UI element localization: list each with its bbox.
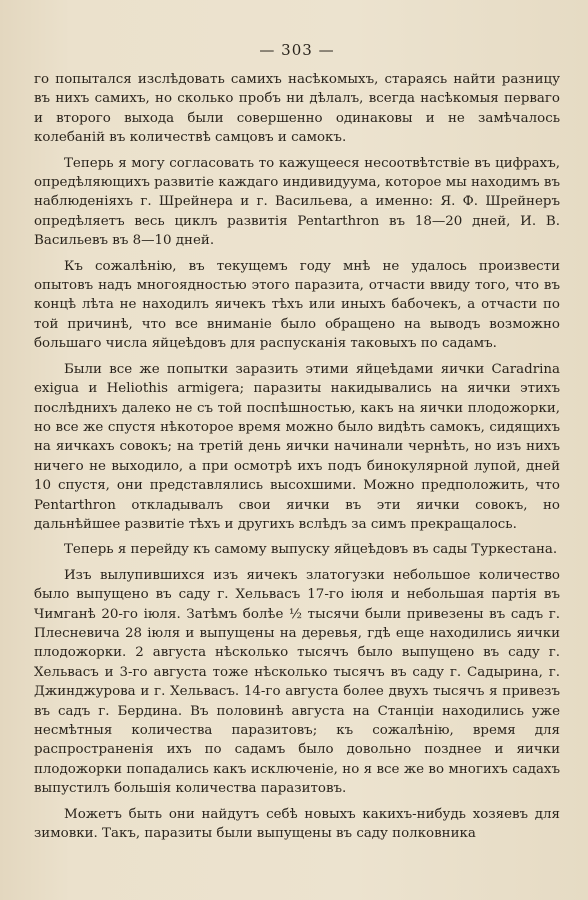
paragraph-1: го попытался изслѣдовать самихъ насѣкомыхъ, стараясь найти разницу въ нихъ самихъ, но сколько пробъ ни дѣлалъ, всегда насѣкомыя перваго и второго выхода были совершенно одинаковы и не замѣчалось колебаній въ количествѣ самцовъ и самокъ. <box>34 72 560 146</box>
paragraph-7: Можетъ быть они найдутъ себѣ новыхъ какихъ-нибудь хозяевъ для зимовки. Такъ, паразиты были выпущены въ саду полковника <box>34 806 560 842</box>
paragraph-2: Теперь я могу согласовать то кажущееся несоотвѣтствіе въ цифрахъ, опредѣляющихъ развитіе каждаго индивидуума, которое мы находимъ въ наблюденіяхъ г. Шрейнера и г. Васильева, а именно: Я. Ф. Шрейнеръ опредѣляетъ весь циклъ развитія Pentarthron въ 18—20 дней, И. В. Васильевъ въ 8—10 дней. <box>34 155 560 249</box>
paragraph-6: Изъ вылупившихся изъ яичекъ златогузки небольшое количество было выпущено въ саду г. Хельвасъ 17-го іюля и небольшая партія въ Чимганѣ 20-го іюля. Затѣмъ болѣе ½ тысячи были привезены въ садъ г. Плесневича 28 іюля и выпущены на деревья, гдѣ еще находились яички плодожорки. 2 августа нѣсколько тысячъ было выпущено въ саду г. Хельвасъ и 3-го августа тоже нѣсколько тысячъ въ саду г. Садырина, г. Джинджурова и г. Хельвасъ. 14-го августа более двухъ тысячъ я привезъ въ садъ г. Бердина. Въ половинѣ августа на Станціи находились уже несмѣтныя количества паразитовъ; къ сожалѣнію, время для распространенія ихъ по садамъ было довольно позднее и яички плодожорки попадались какъ исключеніе, но я все же во многихъ садахъ выпустилъ большія количества паразитовъ. <box>34 567 560 797</box>
page-number: — 303 — <box>259 41 335 59</box>
paragraph-5: Теперь я перейду къ самому выпуску яйцеѣдовъ въ сады Туркестана. <box>64 542 558 558</box>
paragraph-3: Къ сожалѣнію, въ текущемъ году мнѣ не удалось произвести опытовъ надъ многоядностью этого паразита, отчасти ввиду того, что въ концѣ лѣта не находилъ яичекъ тѣхъ или иныхъ бабочекъ, а отчасти по той причинѣ, что все вниманіе было обращено на выводъ возможно большаго числа яйцеѣдовъ для распусканія таковыхъ по садамъ. <box>34 258 560 352</box>
paragraph-4: Были все же попытки заразить этими яйцеѣдами яички Caradrina exigua и Heliothis armigera; паразиты накидывались на яички этихъ послѣднихъ далеко не съ той поспѣшностью, какъ на яички плодожорки, но все же спустя нѣкоторое время можно было видѣть самокъ, сидящихъ на яичкахъ совокъ; на третій день яички начинали чернѣть, но изъ нихъ ничего не выходило, а при осмотрѣ ихъ подъ бинокулярной лупой, дней 10 спустя, они представлялись высохшими. Можно предположить, что Pentarthron откладывалъ свои яички въ эти яички совокъ, но дальнѣйшее развитіе тѣхъ и другихъ вслѣдъ за симъ прекращалось. <box>34 361 560 532</box>
